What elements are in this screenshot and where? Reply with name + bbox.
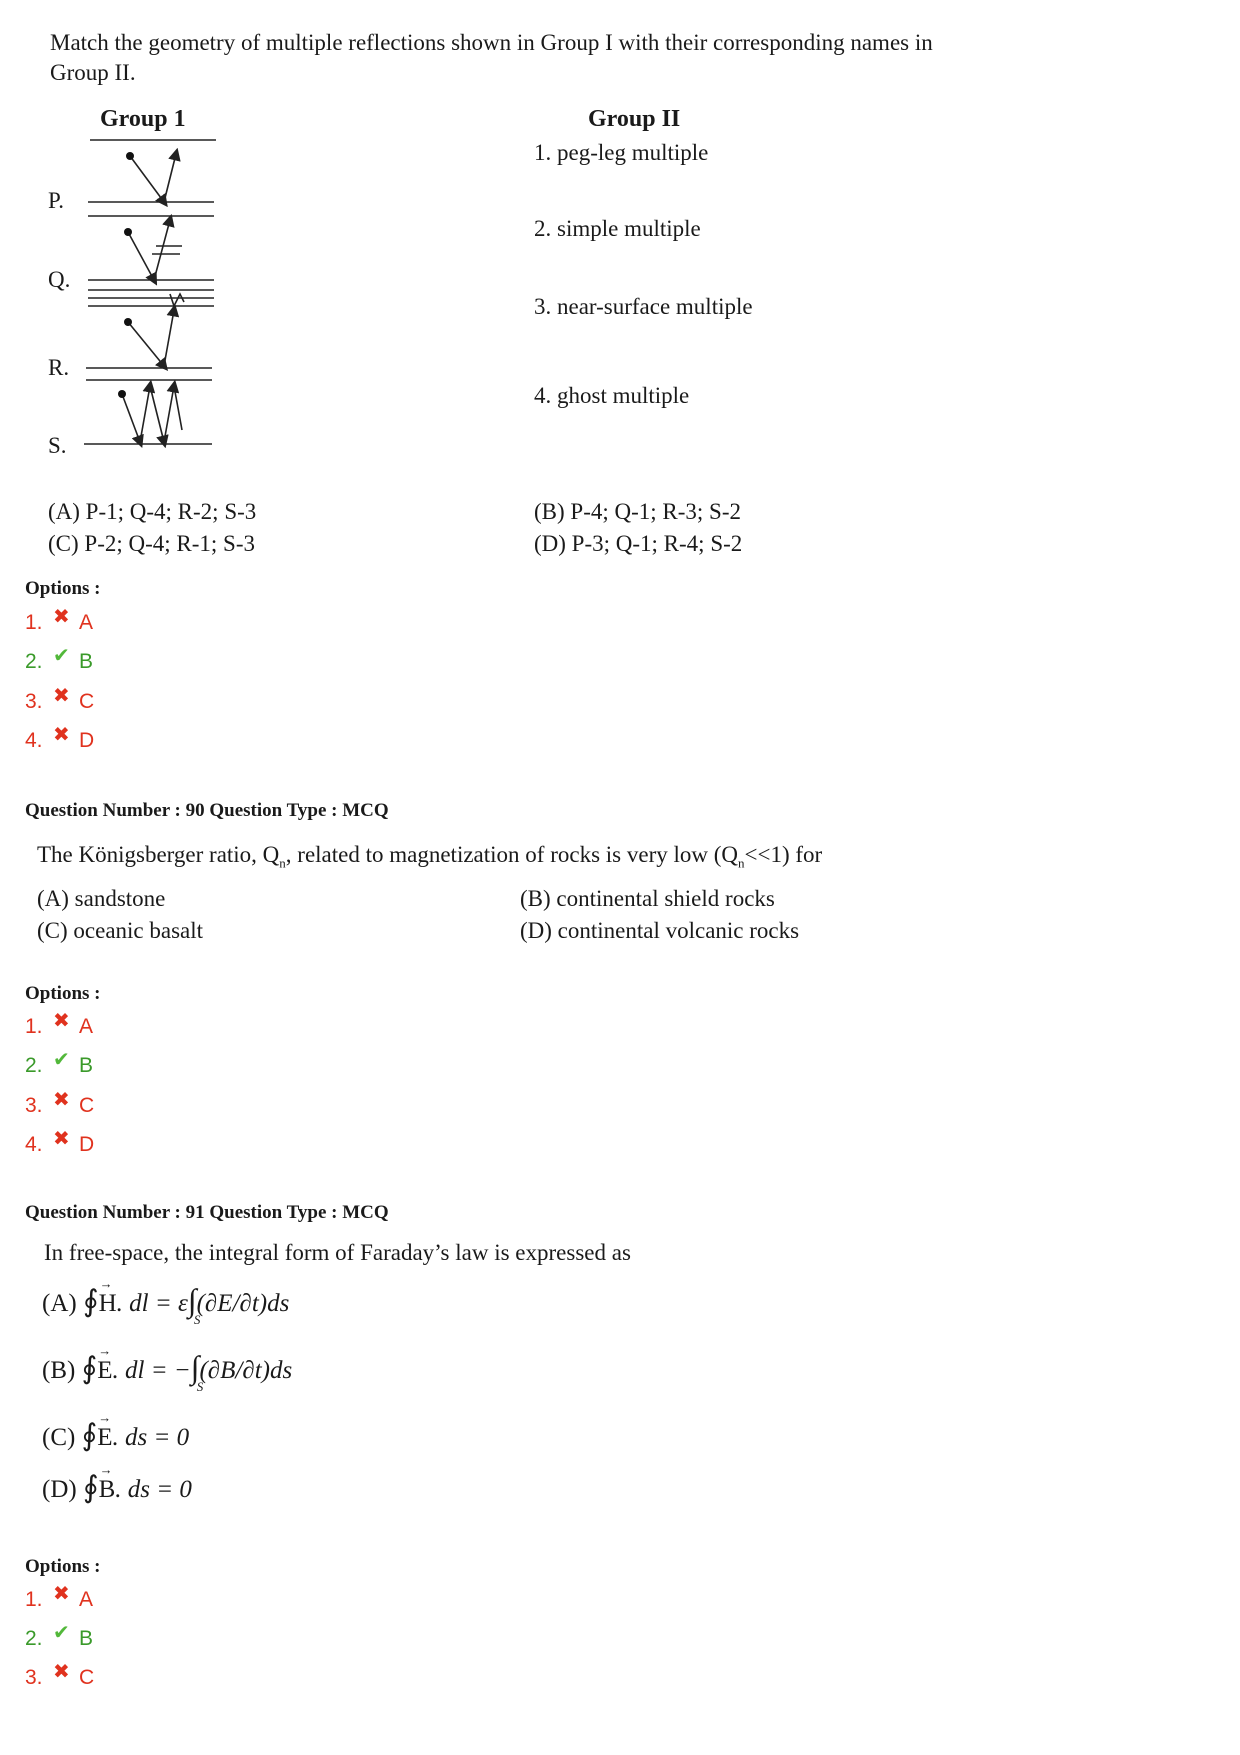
q90-option-3 [25, 1089, 95, 1118]
choice-label: (C) [42, 1424, 76, 1451]
q89-choice-c: (C) P-2; Q-4; R-1; S-3 [48, 531, 255, 556]
cross-icon: ✖ [53, 1661, 70, 1683]
row-label-q: Q. [48, 267, 71, 292]
q90-options-label: Options : [25, 983, 101, 1004]
cross-icon: ✖ [53, 724, 70, 746]
option-number: 1. [25, 1587, 43, 1611]
option-number: 1. [25, 1014, 43, 1038]
option-number: 2. [25, 1626, 43, 1650]
option-letter: C [79, 689, 95, 713]
row-label-p: P. [48, 188, 64, 213]
cross-icon: ✖ [53, 685, 70, 707]
cross-icon: ✖ [53, 606, 70, 628]
cross-icon: ✖ [53, 1128, 70, 1150]
group2-heading: Group II [588, 106, 681, 132]
diagram-r [86, 310, 212, 380]
q91-header: Question Number : 91 Question Type : MCQ [25, 1202, 389, 1223]
q89-option-1 [25, 606, 94, 635]
surface-integral-icon: ∫ S [190, 1349, 204, 1394]
diagram-q [88, 220, 214, 306]
q89-option-2 [25, 645, 94, 674]
q91-option-3 [25, 1661, 95, 1690]
option-number: 3. [25, 1665, 43, 1689]
group2-item-2: 2. simple multiple [534, 216, 701, 241]
option-letter: C [79, 1665, 95, 1689]
diagram-s [84, 386, 212, 444]
q91-stem: In free-space, the integral form of Faraday’s law is expressed as [44, 1240, 631, 1265]
q90-option-1 [25, 1010, 94, 1039]
q89-options-label: Options : [25, 578, 101, 599]
group2-item-3: 3. near-surface multiple [534, 294, 753, 319]
q90-header: Question Number : 90 Question Type : MCQ [25, 800, 389, 821]
option-letter: A [79, 610, 94, 634]
q91-option-1 [25, 1583, 94, 1612]
q91-choice-a: (A) ∮→ H. dl = ε∫ S (∂E/∂t)ds [42, 1282, 289, 1319]
choice-label: (A) [42, 1290, 77, 1317]
diagram-p [88, 140, 216, 216]
option-letter: B [79, 1626, 94, 1650]
option-number: 4. [25, 728, 43, 752]
contour-integral-icon: ∮ [82, 1471, 99, 1504]
choice-label: (B) [42, 1357, 76, 1384]
q89-stem-line1: Match the geometry of multiple reflections shown in Group I with their corresponding names in [50, 30, 933, 55]
option-letter: A [79, 1014, 94, 1038]
q91-choice-b: (B) ∮→ E. dl = −∫ S (∂B/∂t)ds [42, 1349, 292, 1386]
q90-choice-c: (C) oceanic basalt [37, 918, 204, 943]
option-letter: D [79, 1132, 95, 1156]
q90-choice-b: (B) continental shield rocks [520, 886, 775, 911]
option-number: 4. [25, 1132, 43, 1156]
option-letter: D [79, 728, 95, 752]
q90-choice-a: (A) sandstone [37, 886, 166, 911]
cross-icon: ✖ [53, 1089, 70, 1111]
q89-choice-d: (D) P-3; Q-1; R-4; S-2 [534, 531, 743, 556]
q91-choice-c: (C) ∮→ E. ds = 0 [42, 1418, 189, 1453]
q90-option-2 [25, 1049, 94, 1078]
option-number: 2. [25, 649, 43, 673]
check-icon: ✔ [53, 645, 70, 667]
group2-item-4: 4. ghost multiple [534, 383, 690, 408]
cross-icon: ✖ [53, 1583, 70, 1605]
surface-integral-icon: ∫ S [187, 1282, 201, 1327]
q90-choice-d: (D) continental volcanic rocks [520, 918, 800, 943]
q91-choice-d: (D) ∮→ B. ds = 0 [42, 1470, 192, 1505]
option-number: 3. [25, 689, 43, 713]
q89-option-3 [25, 685, 95, 714]
group1-heading: Group 1 [100, 106, 186, 132]
contour-integral-icon: ∮ [81, 1419, 98, 1452]
cross-icon: ✖ [53, 1010, 70, 1032]
multiple-reflection-diagram [70, 130, 230, 460]
option-number: 3. [25, 1093, 43, 1117]
q90-stem: The Königsberger ratio, $Q_n$, related to magnetization of rocks is very low $(Q_n<<1)$ for [37, 842, 823, 871]
q91-options-label: Options : [25, 1556, 101, 1577]
option-letter: B [79, 649, 94, 673]
q89-choice-a: (A) P-1; Q-4; R-2; S-3 [48, 499, 257, 524]
row-label-s: S. [48, 433, 67, 458]
option-letter: A [79, 1587, 94, 1611]
contour-integral-icon: ∮ [82, 1285, 99, 1318]
q90-option-4 [25, 1128, 95, 1157]
group2-item-1: 1. peg-leg multiple [534, 140, 709, 165]
check-icon: ✔ [53, 1049, 70, 1071]
contour-integral-icon: ∮ [81, 1352, 98, 1385]
choice-label: (D) [42, 1476, 77, 1503]
option-number: 2. [25, 1053, 43, 1077]
q89-option-4 [25, 724, 95, 753]
option-number: 1. [25, 610, 43, 634]
option-letter: B [79, 1053, 94, 1077]
option-letter: C [79, 1093, 95, 1117]
q89-stem-line2: Group II. [50, 60, 136, 85]
check-icon: ✔ [53, 1622, 70, 1644]
row-label-r: R. [48, 355, 70, 380]
q91-option-2 [25, 1622, 94, 1651]
q89-choice-b: (B) P-4; Q-1; R-3; S-2 [534, 499, 741, 524]
